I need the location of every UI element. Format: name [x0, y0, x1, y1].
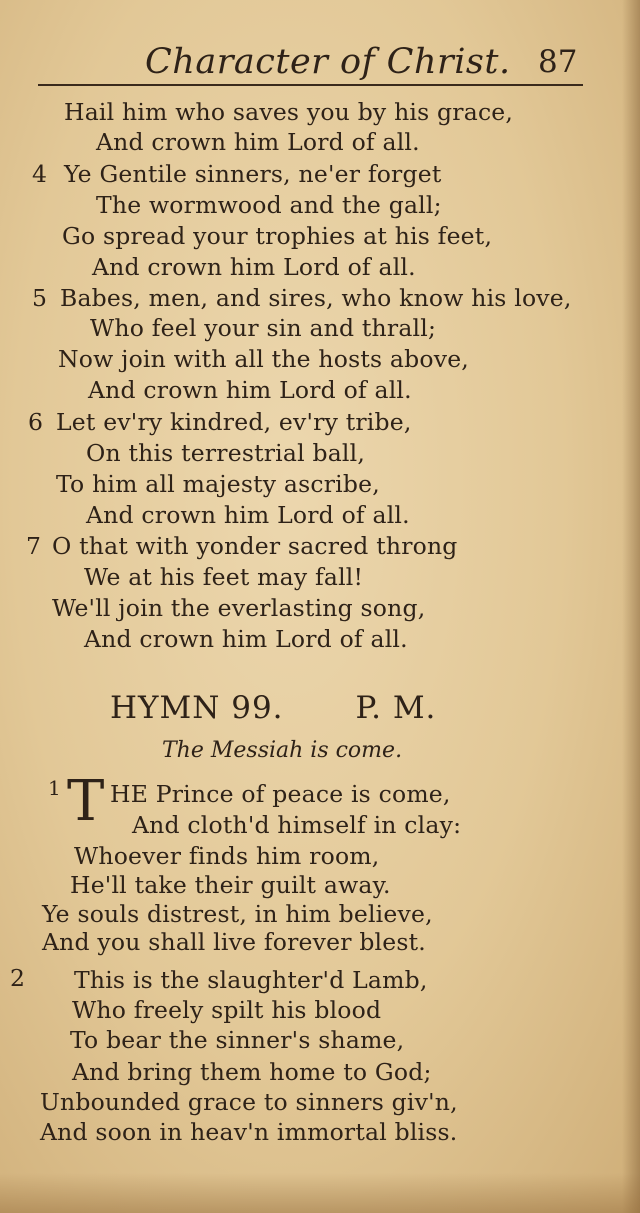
page-number: 87 — [538, 44, 578, 80]
verse-line: We'll join the everlasting song, — [52, 594, 426, 622]
hymn-subtitle: The Messiah is come. — [162, 738, 403, 763]
verse-line: And crown him Lord of all. — [92, 253, 416, 281]
verse-line: Who feel your sin and thrall; — [90, 314, 437, 342]
verse-line: And you shall live forever blest. — [42, 928, 426, 956]
verse-line: And cloth'd himself in clay: — [132, 811, 462, 839]
verse-line: Let ev'ry kindred, ev'ry tribe, — [56, 408, 412, 436]
verse-number: 1 — [48, 776, 61, 800]
verse-line: Ye Gentile sinners, ne'er forget — [64, 160, 442, 188]
verse-line: Now join with all the hosts above, — [58, 345, 469, 373]
verse-number: 2 — [10, 964, 25, 992]
running-title: Character of Christ. — [145, 42, 511, 82]
verse-line: He'll take their guilt away. — [70, 871, 391, 899]
verse-line: Babes, men, and sires, who know his love, — [60, 284, 572, 312]
verse-line: O that with yonder sacred throng — [52, 532, 458, 560]
verse-line: And bring them home to God; — [72, 1058, 432, 1086]
verse-line: To him all majesty ascribe, — [56, 470, 380, 498]
verse-line: And crown him Lord of all. — [84, 625, 408, 653]
verse-line: Go spread your trophies at his feet, — [62, 222, 493, 250]
verse-line: Who freely spilt his blood — [72, 996, 382, 1024]
verse-line: The wormwood and the gall; — [96, 191, 442, 219]
verse-line: Hail him who saves you by his grace, — [64, 98, 514, 126]
page-bottom-shadow — [0, 1173, 640, 1213]
verse-line: We at his feet may fall! — [84, 563, 364, 591]
verse-number: 6 — [28, 408, 43, 436]
page-edge-shadow — [622, 0, 640, 1213]
verse-line: To bear the sinner's shame, — [70, 1026, 405, 1054]
verse-line: Ye souls distrest, in him believe, — [42, 900, 433, 928]
verse-line: And soon in heav'n immortal bliss. — [40, 1118, 458, 1146]
hymn-title — [110, 690, 436, 726]
hymn-number: HYMN 99. — [110, 690, 284, 726]
verse-line: On this terrestrial ball, — [86, 439, 366, 467]
hymn-meter: P. M. — [355, 690, 437, 726]
verse-line: This is the slaughter'd Lamb, — [74, 966, 428, 994]
verse-line: HE Prince of peace is come, — [110, 780, 451, 808]
verse-number: 5 — [32, 284, 47, 312]
verse-number: 4 — [32, 160, 47, 188]
drop-cap: T — [67, 769, 105, 834]
verse-line: And crown him Lord of all. — [96, 128, 420, 156]
header-rule — [38, 84, 583, 86]
verse-line: Whoever finds him room, — [74, 842, 380, 870]
verse-line: And crown him Lord of all. — [86, 501, 410, 529]
verse-number: 7 — [26, 532, 41, 560]
page-header — [0, 38, 640, 86]
verse-line: And crown him Lord of all. — [88, 376, 412, 404]
verse-line: Unbounded grace to sinners giv'n, — [40, 1088, 458, 1116]
